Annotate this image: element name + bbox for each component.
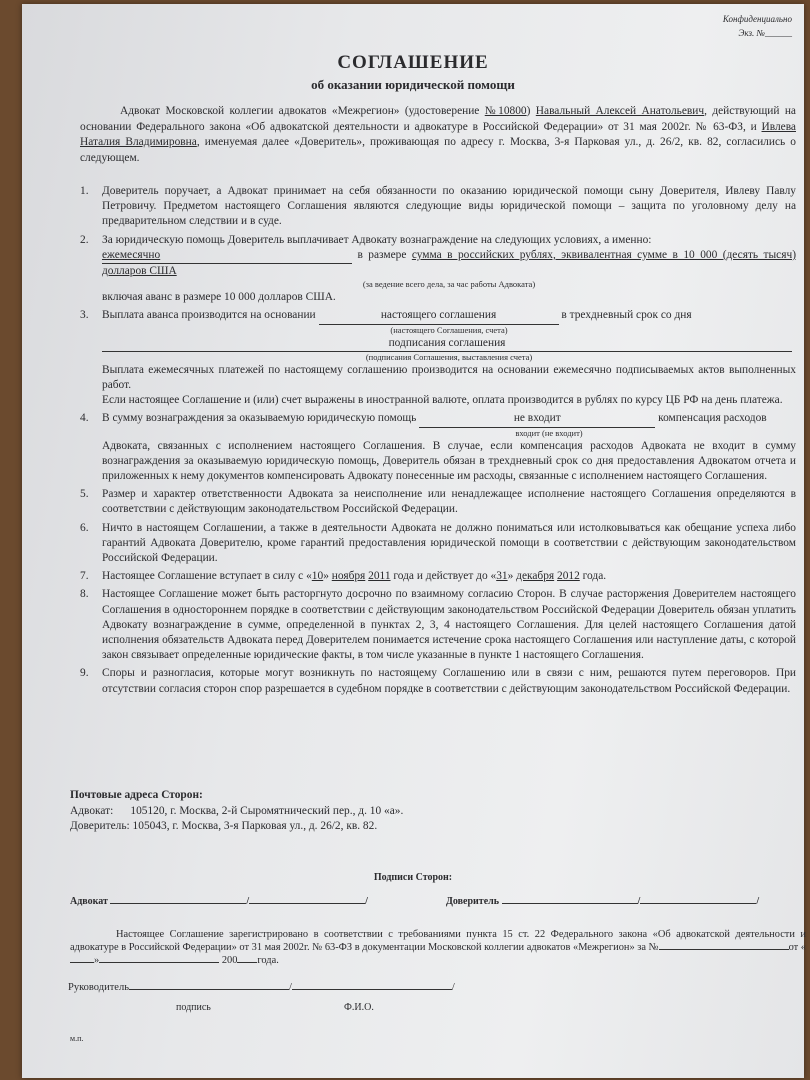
term-hint: (подписания Соглашения, выставления счета) xyxy=(365,351,533,362)
basis-value: настоящего соглашения xyxy=(380,309,497,322)
intro-text-2: ) xyxy=(526,105,536,117)
certificate-number: №10800 xyxy=(484,105,527,117)
clause-text: Настоящее Соглашение вступает в силу с « xyxy=(102,570,312,583)
confidential-label: Конфиденциально xyxy=(722,14,792,24)
end-month: декабря xyxy=(516,570,555,583)
clause-3 xyxy=(80,308,796,408)
signatures-heading: Подписи Сторон: xyxy=(373,872,453,883)
registration-from: от « xyxy=(788,942,806,953)
end-day: 31 xyxy=(496,570,508,583)
postal-addresses xyxy=(70,788,403,835)
clause-5 xyxy=(80,487,796,517)
clause-text: За юридическую помощь Доверитель выплачивает Адвокату вознаграждение на следующих условиях, а именно: xyxy=(102,233,652,246)
clause-number: 4. xyxy=(80,412,89,425)
start-year: 2011 xyxy=(368,570,391,583)
head-label: Руководитель xyxy=(68,982,129,993)
clause-text-3: года. xyxy=(582,570,607,583)
payment-period-value: ежемесячно xyxy=(102,248,161,261)
intro-text-3: , действующий на основании Федерального закона «Об адвокатской деятельности и адвокатуре в Российской Федерации» от 31 мая 2002г. № 63-ФЗ, и xyxy=(80,105,796,133)
intro-paragraph xyxy=(80,104,796,166)
lawyer-signature-label: Адвокат xyxy=(70,896,108,907)
clause-7 xyxy=(80,569,796,584)
client-name: Ивлева Наталия Владимировна xyxy=(80,120,796,148)
clause-number: 2. xyxy=(80,233,89,246)
client-signature-line: Доверитель / / xyxy=(446,896,760,907)
payment-period-field xyxy=(102,248,352,264)
registration-number-field xyxy=(659,949,789,950)
expenses-value: не входит xyxy=(513,412,561,425)
document-subtitle: об оказании юридической помощи xyxy=(311,77,515,92)
seal-place-mark: м.п. xyxy=(70,1034,84,1043)
confidential-mark xyxy=(723,12,792,40)
addresses-heading: Почтовые адреса Сторон: xyxy=(70,789,203,801)
head-signature-line: Руководитель / / xyxy=(68,982,455,993)
client-name-field xyxy=(640,903,756,904)
name-hint: Ф.И.О. xyxy=(344,1002,374,1013)
client-address: Доверитель: 105043, г. Москва, 3-я Парковая ул., д. 26/2, кв. 82. xyxy=(70,820,378,832)
end-year: 2012 xyxy=(557,570,580,583)
quote-close-2: » xyxy=(507,570,514,583)
amount-value: сумма в российских рублях, эквивалентная сумме в 10 000 (десять тысяч) долларов США xyxy=(102,248,797,278)
basis-field xyxy=(319,308,559,324)
clause-number: 7. xyxy=(80,570,89,583)
clause-8 xyxy=(80,587,796,663)
head-name-field xyxy=(292,989,452,990)
expenses-text: Адвоката, связанных с исполнением настоящего Соглашения. В случае, если компенсация расходов Адвоката не входит в сумму вознаграждения за оказываемую юридическую помощь, Доверитель обязан в трехдневный срок со дня предоставления Адвокатом отчета и приложенных к нему документов компенсировать Адвокату понесенные им расходы, связанные с исполнением настоящего Соглашения. xyxy=(102,439,796,483)
amount-label: в размере xyxy=(357,248,407,261)
clause-number: 8. xyxy=(80,588,89,601)
lawyer-signature-field xyxy=(110,903,246,904)
intro-text-4: , именуемая далее «Доверитель», проживающая по адресу г. Москва, 3-я Парковая ул., д. 26/2, кв. 82, согласились о следующем. xyxy=(80,136,796,164)
clause-text: Выплата аванса производится на основании xyxy=(102,309,316,322)
client-signature-field xyxy=(502,903,638,904)
lawyer-name-field xyxy=(249,903,365,904)
term-field xyxy=(102,336,792,352)
clause-text: Размер и характер ответственности Адвоката за неисполнение или ненадлежащее исполнение настоящего Соглашения определяются в соответствии с действующим законодательством Российской Федерации. xyxy=(102,488,796,516)
amount-hint: (за ведение всего дела, за час работы Адвоката) xyxy=(362,279,536,290)
signature-hint: подпись xyxy=(176,1002,211,1013)
clause-number: 3. xyxy=(80,309,89,322)
registration-year: 200 xyxy=(221,955,238,966)
registration-year-field xyxy=(237,962,257,963)
lawyer-name: Навальный Алексей Анатольевич xyxy=(535,105,705,117)
head-signature-field xyxy=(129,989,289,990)
start-day: 10 xyxy=(311,570,324,583)
clause-text-2: компенсация расходов xyxy=(658,412,767,425)
start-month: ноября xyxy=(331,570,366,583)
copy-number: Экз. №______ xyxy=(738,28,792,38)
clause-number: 6. xyxy=(80,521,89,534)
registration-year-end: года. xyxy=(257,955,279,966)
client-signature-label: Доверитель xyxy=(446,896,500,907)
clause-text-2: года и действует до « xyxy=(393,570,497,583)
registration-text: Настоящее Соглашение зарегистрировано в соответствии с требованиями пункта 15 ст. 22 Федерального закона «Об адвокатской деятельности и адвокатуре в Российской Федерации» от 31 мая 2002г. № 63-ФЗ в документации Московской коллегии адвокатов «Межрегион» за № xyxy=(70,929,806,953)
clause-9 xyxy=(80,666,796,696)
lawyer-address: Адвокат: 105120, г. Москва, 2-й Сыромятнический пер., д. 10 «а». xyxy=(70,804,404,817)
clause-1 xyxy=(80,184,796,230)
agreement-clauses xyxy=(80,184,796,700)
clause-text: Ничто в настоящем Соглашении, а также в деятельности Адвоката не должно пониматься или истолковываться как обещание успеха либо гарантий Адвоката Доверителю, кроме гарантий предоставления юридической помощи в соответствии с действующим законодательством Российской Федерации. xyxy=(102,521,796,565)
lawyer-signature-line: Адвокат / / xyxy=(70,896,368,907)
clause-number: 9. xyxy=(80,667,89,680)
clause-number: 1. xyxy=(80,185,89,197)
clause-text: В сумму вознаграждения за оказываемую юридическую помощь xyxy=(102,412,417,425)
currency-text: Если настоящее Соглашение и (или) счет выражены в иностранной валюте, оплата производится в рублях по курсу ЦБ РФ на день платежа. xyxy=(102,394,783,407)
quote-close: » xyxy=(323,570,329,583)
expenses-field xyxy=(419,411,655,427)
registration-day-field xyxy=(70,962,94,963)
intro-text-1: Адвокат Московской коллегии адвокатов «Межрегион» (удостоверение xyxy=(120,105,485,117)
clause-number: 5. xyxy=(80,488,89,501)
clause-2 xyxy=(80,233,796,306)
term-value: подписания соглашения xyxy=(388,336,506,349)
clause-4 xyxy=(80,411,796,484)
document-page xyxy=(22,4,804,1078)
basis-hint: (настоящего Соглашения, счета) xyxy=(390,324,508,335)
clause-text: Настоящее Соглашение может быть расторгнуто досрочно по взаимному согласию Сторон. В случае расторжения Доверителем настоящего Соглашения в одностороннем порядке в соответствии с действующим законодательством Российской Федерации Доверитель обязан уплатить Адвокату вознаграждение в сумме, определенной в пунктах 2, 3, 4 настоящего Соглашения. Для целей настоящего Соглашения датой исполнения обязательств Адвоката перед Доверителем понимается истечение срока настоящего Соглашения или наступление даты, с которой закон связывает определенные юридические факты, в том числе указанные в пункте 1 настоящего Соглашения. xyxy=(102,588,796,662)
clause-text-2: в трехдневный срок со дня xyxy=(561,309,692,322)
advance-text: включая аванс в размере 10 000 долларов США. xyxy=(102,291,336,304)
clause-text: Споры и разногласия, которые могут возникнуть по настоящему Соглашению или в связи с ним, решаются путем переговоров. При отсутствии согласия сторон спор разрешается в судебном порядке в соответствии с действующим законодательством Российской Федерации. xyxy=(102,667,796,695)
registration-month-field xyxy=(99,962,219,963)
registration-close: » xyxy=(94,955,100,966)
registration-note xyxy=(70,928,806,967)
monthly-payment-text: Выплата ежемесячных платежей по настоящему соглашению производится на основании ежемесячно подписываемых актов выполненных работ. xyxy=(102,363,796,392)
clause-text: Доверитель поручает, а Адвокат принимает на себя обязанности по оказанию юридической помощи сыну Доверителя, Ивлеву Павлу Петровичу. Предметом настоящего Соглашения являются следующие виды юридической помощи – защита по уголовному делу на предварительном следствии и в суде. xyxy=(102,185,796,228)
document-title: СОГЛАШЕНИЕ xyxy=(337,52,489,73)
clause-6 xyxy=(80,521,796,567)
expenses-hint: входит (не входит) xyxy=(515,427,583,438)
